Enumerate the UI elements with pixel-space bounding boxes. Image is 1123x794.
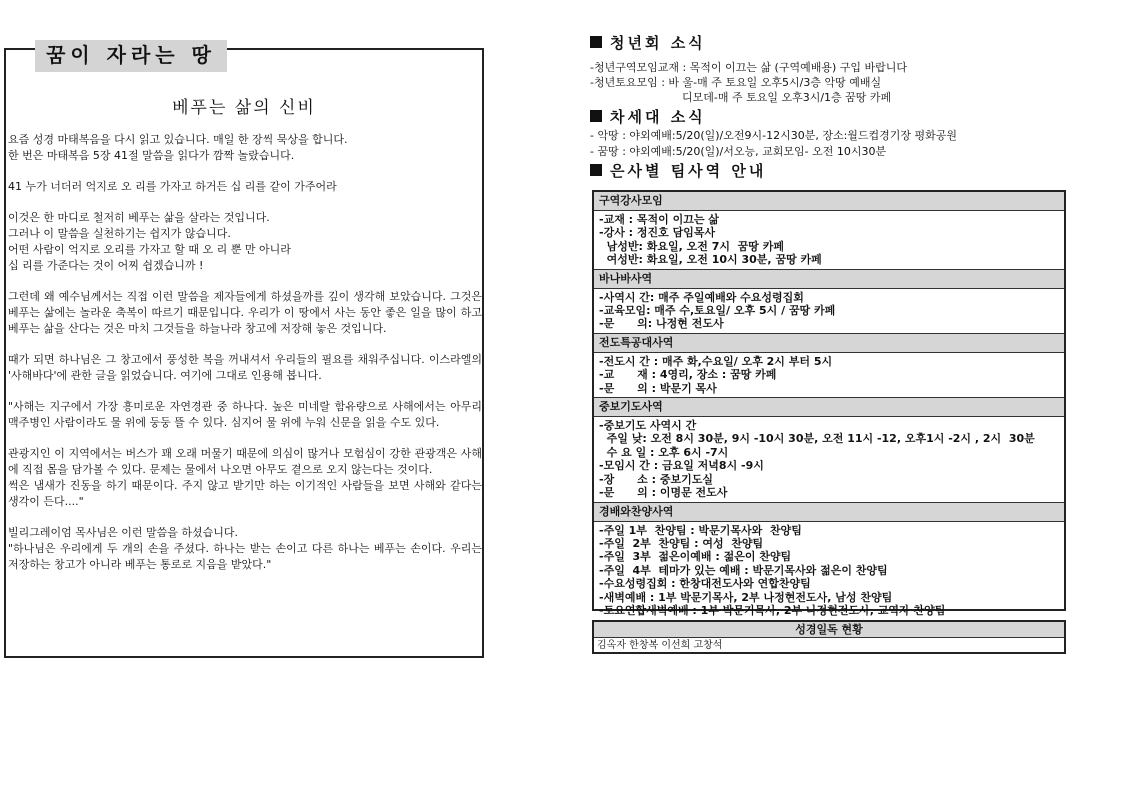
- ministry-section-title: 바나바사역: [594, 269, 1064, 289]
- article-line: 썩은 냄새가 진동을 하기 때문이다. 주지 않고 받기만 하는 이기적인 사람들을 보면 사해와 같다는 생각이 든다....": [8, 479, 482, 508]
- ministry-line: -장 소 : 중보기도실: [599, 472, 713, 486]
- article-title: 베푸는 삶의 신비: [172, 98, 316, 118]
- ministry-section-body: [594, 417, 1064, 501]
- ministry-section-body: [594, 522, 1064, 620]
- square-bullet-icon: [590, 164, 602, 176]
- ministry-line: -문 의 : 박문기 목사: [599, 381, 717, 395]
- article-paragraph: [8, 525, 482, 573]
- bible-reading-box: [592, 620, 1066, 654]
- article-line: 그러나 이 말씀을 실천하기는 쉽지가 않습니다.: [8, 227, 231, 240]
- article-line: 41 누가 너더러 억지로 오 리를 가자고 하거든 십 리를 같이 가주어라: [8, 180, 337, 193]
- ministry-line: -토요연합새벽예배 : 1부 박문기목사, 2부 나정현전도사, 교역자 찬양팀: [599, 603, 946, 617]
- ministry-line: -주일 2부 찬양팀 : 여성 찬양팀: [599, 536, 764, 550]
- youth-news-heading: 청년회 소식: [590, 32, 706, 53]
- ministry-line: -교육모임: 매주 수,토요일/ 오후 5시 / 꿈땅 카페: [599, 304, 836, 318]
- article-line: 요즘 성경 마태복음을 다시 읽고 있습니다. 매일 한 장씩 묵상을 합니다.: [8, 133, 348, 146]
- article-body: [8, 132, 482, 588]
- ministry-line: 남성반: 화요일, 오전 7시 꿈땅 카페: [599, 239, 785, 253]
- article-paragraph: [8, 179, 482, 195]
- ministry-line: -모임시 간 : 금요일 저녁8시 -9시: [599, 459, 764, 473]
- article-line: 그런데 왜 예수님께서는 직접 이런 말씀을 제자들에게 하셨을까를 깊이 생각해 보았습니다. 그것은 베푸는 삶에는 놀라운 축복이 따르기 때문입니다. 우리가 이 땅에서 사는 동안 좋은 일을 많이 하고 베푸는 삶을 산다는 것은 마치 그것들을 하늘나라 창고에 저장해 놓은 것입니다.: [8, 290, 482, 335]
- ministry-table: [592, 190, 1066, 617]
- article-line: 어떤 사람이 억지로 오리를 가자고 할 때 오 리 뿐 만 아니라: [8, 243, 291, 256]
- ministry-line: -중보기도 사역시 간: [599, 419, 697, 433]
- ministry-line: -수요성령집회 : 한창대전도사와 연합찬양팀: [599, 577, 811, 591]
- column-article-box: [4, 48, 484, 658]
- ministry-line: -문 의 : 이명문 전도사: [599, 486, 728, 500]
- article-paragraph: [8, 352, 482, 384]
- next-gen-news-line: - 꿈땅 : 야외예배:5/20(일)/서오능, 교회모임- 오전 10시30분: [590, 145, 887, 158]
- ministry-line: -교재 : 목적이 이끄는 삶: [599, 213, 719, 226]
- bible-reading-title: 성경일독 현황: [594, 622, 1064, 638]
- article-line: "사해는 지구에서 가장 흥미로운 자연경관 중 하나다. 높은 미네랄 함유량으로 사해에서는 아무리 맥주병인 사람이라도 물 위에 둥둥 뜰 수 있다. 심지어 물 위에 누워 신문을 읽을 수도 있다.: [8, 400, 482, 429]
- ministry-heading: 은사별 팀사역 안내: [590, 160, 766, 181]
- ministry-section-body: [594, 211, 1064, 269]
- column-title-tab: 꿈이 자라는 땅: [35, 40, 227, 72]
- ministry-line: -교 재 : 4영리, 장소 : 꿈땅 카페: [599, 368, 777, 382]
- ministry-line: -주일 4부 테마가 있는 예배 : 박문기목사와 젊은이 찬양팀: [599, 563, 888, 577]
- article-line: 때가 되면 하나님은 그 창고에서 풍성한 복을 꺼내셔서 우리들의 필요를 채워주십니다. 이스라엘의 '사해바다'에 관한 글을 읽었습니다. 여기에 그대로 인용해 봅니다.: [8, 353, 482, 382]
- ministry-section-title: 구역강사모임: [594, 192, 1064, 211]
- ministry-section-body: [594, 353, 1064, 397]
- ministry-section-title: 경배와찬양사역: [594, 502, 1064, 522]
- article-paragraph: [8, 289, 482, 337]
- article-line: 이것은 한 마디로 철저히 베푸는 삶을 살라는 것입니다.: [8, 211, 270, 224]
- youth-news-line: 디모데-매 주 토요일 오후3시/1층 꿈땅 카페: [682, 91, 892, 104]
- ministry-line: 주일 낮: 오전 8시 30분, 9시 -10시 30분, 오전 11시 -12, 오후1시 -2시 , 2시 30분: [599, 432, 1035, 446]
- ministry-line: -문 의: 나정현 전도사: [599, 317, 724, 331]
- bible-reading-names: 김옥자 한창복 이선희 고창석: [597, 640, 723, 651]
- article-paragraph: [8, 399, 482, 431]
- youth-news-line: -청년토요모임 : 바 울-매 주 토요일 오후5시/3층 악땅 예배실: [590, 76, 882, 89]
- next-gen-news-heading: 차세대 소식: [590, 106, 706, 127]
- ministry-line: -전도시 간 : 매주 화,수요일/ 오후 2시 부터 5시: [599, 354, 833, 368]
- square-bullet-icon: [590, 110, 602, 122]
- ministry-line: -새벽예배 : 1부 박문기목사, 2부 나정현전도사, 남성 찬양팀: [599, 590, 893, 604]
- article-paragraph: [8, 132, 482, 164]
- article-line: 빌리그레이엄 목사님은 이런 말씀을 하셨습니다.: [8, 526, 239, 539]
- ministry-section-title: 중보기도사역: [594, 397, 1064, 417]
- article-paragraph: [8, 210, 482, 274]
- ministry-section-body: [594, 289, 1064, 333]
- ministry-line: -주일 3부 젊은이예배 : 젊은이 찬양팀: [599, 550, 792, 564]
- article-paragraph: [8, 446, 482, 510]
- article-line: 관광지인 이 지역에서는 버스가 꽤 오래 머물기 때문에 의심이 많거나 모험심이 강한 관광객은 사해에 직접 몸을 담가볼 수 있다. 문제는 물에서 나오면 아무도 곁으로 오지 않는다는 것이다.: [8, 447, 482, 476]
- ministry-line: -주일 1부 찬양팀 : 박문기목사와 찬양팀: [599, 523, 802, 537]
- article-line: 한 번은 마태복음 5장 41절 말씀을 읽다가 깜짝 놀랐습니다.: [8, 149, 295, 162]
- ministry-section-title: 전도특공대사역: [594, 333, 1064, 353]
- ministry-line: -사역시 간: 매주 주일예배와 수요성령집회: [599, 290, 804, 304]
- article-line: 십 리를 가준다는 것이 어찌 쉽겠습니까 !: [8, 259, 204, 272]
- square-bullet-icon: [590, 36, 602, 48]
- youth-news-line: -청년구역모임교재 : 목적이 이끄는 삶 (구역예배용) 구입 바랍니다: [590, 61, 908, 74]
- ministry-line: -강사 : 정진호 담임목사: [599, 226, 716, 240]
- ministry-line: 여성반: 화요일, 오전 10시 30분, 꿈땅 카페: [599, 253, 822, 267]
- ministry-line: 수 요 일 : 오후 6시 -7시: [599, 445, 729, 459]
- article-line: "하나님은 우리에게 두 개의 손을 주셨다. 하나는 받는 손이고 다른 하나는 베푸는 손이다. 우리는 저장하는 창고가 아니라 베푸는 통로로 지음을 받았다.": [8, 542, 482, 571]
- next-gen-news-line: - 악땅 : 야외예배:5/20(일)/오전9시-12시30분, 장소:월드컵경기장 평화공원: [590, 129, 958, 142]
